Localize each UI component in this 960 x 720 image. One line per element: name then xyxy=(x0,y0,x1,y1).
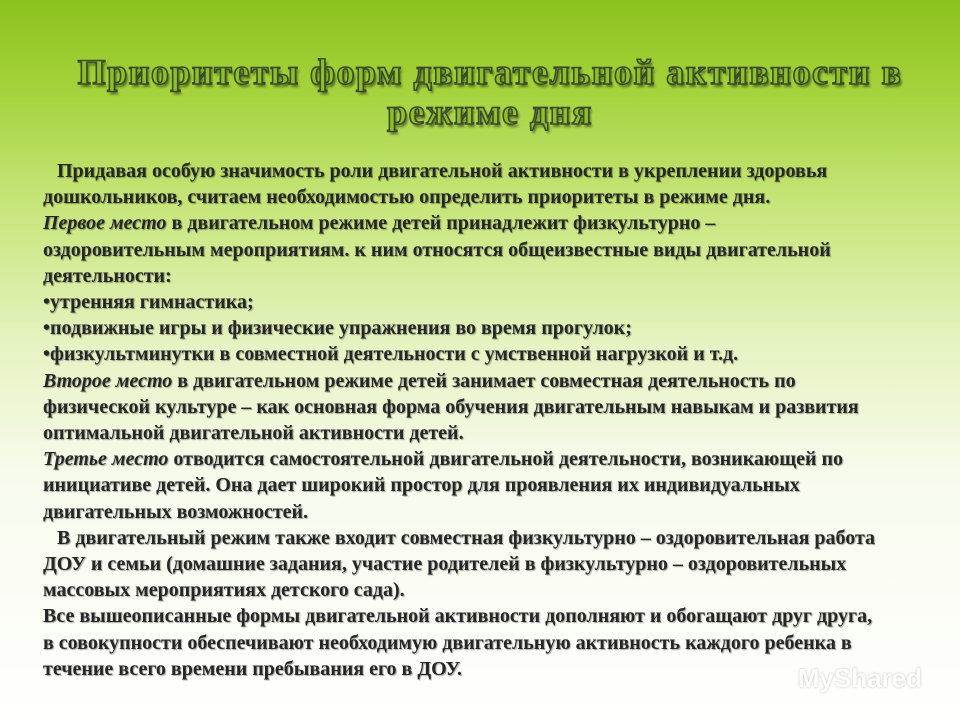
first-place-line-2: оздоровительным мероприятиям. к ним относятся общеизвестные виды двигательной xyxy=(43,238,831,261)
second-place-line-1-text: в двигательном режиме детей занимает совместная деятельность по xyxy=(172,369,796,392)
first-place-line-3: деятельности: xyxy=(43,264,172,287)
third-place-line-1-text: отводится самостоятельной двигательной деятельности, возникающей по xyxy=(168,448,844,471)
bullet-item-2: •подвижные игры и физические упражнения во время прогулок; xyxy=(43,317,632,340)
second-place-line-2: физической культуре – как основная форма обучения двигательным навыкам и развития xyxy=(43,395,859,418)
second-place-line-1 xyxy=(43,368,943,394)
third-place-line-1 xyxy=(43,446,943,472)
summary-line-2: в совокупности обеспечивают необходимую двигательную активность каждого ребенка в xyxy=(43,631,852,654)
slide-body xyxy=(43,158,943,682)
first-place-label: Первое место xyxy=(43,212,167,235)
bullet-item-3: •физкультминутки в совместной деятельности с умственной нагрузкой и т.д. xyxy=(43,343,739,366)
family-work-line-1: В двигательный режим также входит совместная физкультурно – оздоровительная работа xyxy=(57,526,876,549)
slide-title xyxy=(60,52,920,132)
first-place-line-1 xyxy=(43,210,943,236)
intro-line-2: дошкольников, считаем необходимостью определить приоритеты в режиме дня. xyxy=(43,186,771,209)
summary-line-1: Все вышеописанные формы двигательной активности дополняют и обогащают друг друга, xyxy=(43,605,873,628)
family-work-line-2: ДОУ и семьи (домашние задания, участие родителей в физкультурно – оздоровительных xyxy=(43,553,847,576)
first-place-line-1-text: в двигательном режиме детей принадлежит физкультурно – xyxy=(166,212,716,235)
watermark xyxy=(762,660,922,697)
summary-line-3: течение всего времени пребывания его в ДОУ. xyxy=(43,657,462,680)
slide-title-line-1: Приоритеты форм двигательной активности в xyxy=(77,52,903,92)
slide-title-line-2: режиме дня xyxy=(387,92,593,132)
watermark-text: MyShared xyxy=(797,663,922,693)
myshared-logo-icon xyxy=(762,660,792,697)
second-place-line-3: оптимальной двигательной активности детей. xyxy=(43,422,464,445)
third-place-line-2: инициативе детей. Она дает широкий простор для проявления их индивидуальных xyxy=(43,474,800,497)
family-work-line-3: массовых мероприятиях детского сада). xyxy=(43,579,405,602)
bullet-item-1: •утренняя гимнастика; xyxy=(43,291,254,314)
second-place-label: Второе место xyxy=(43,369,173,392)
intro-line-1: Придавая особую значимость роли двигательной активности в укреплении здоровья xyxy=(57,160,828,182)
third-place-label: Третье место xyxy=(43,448,169,471)
third-place-line-3: двигательных возможностей. xyxy=(43,500,309,523)
